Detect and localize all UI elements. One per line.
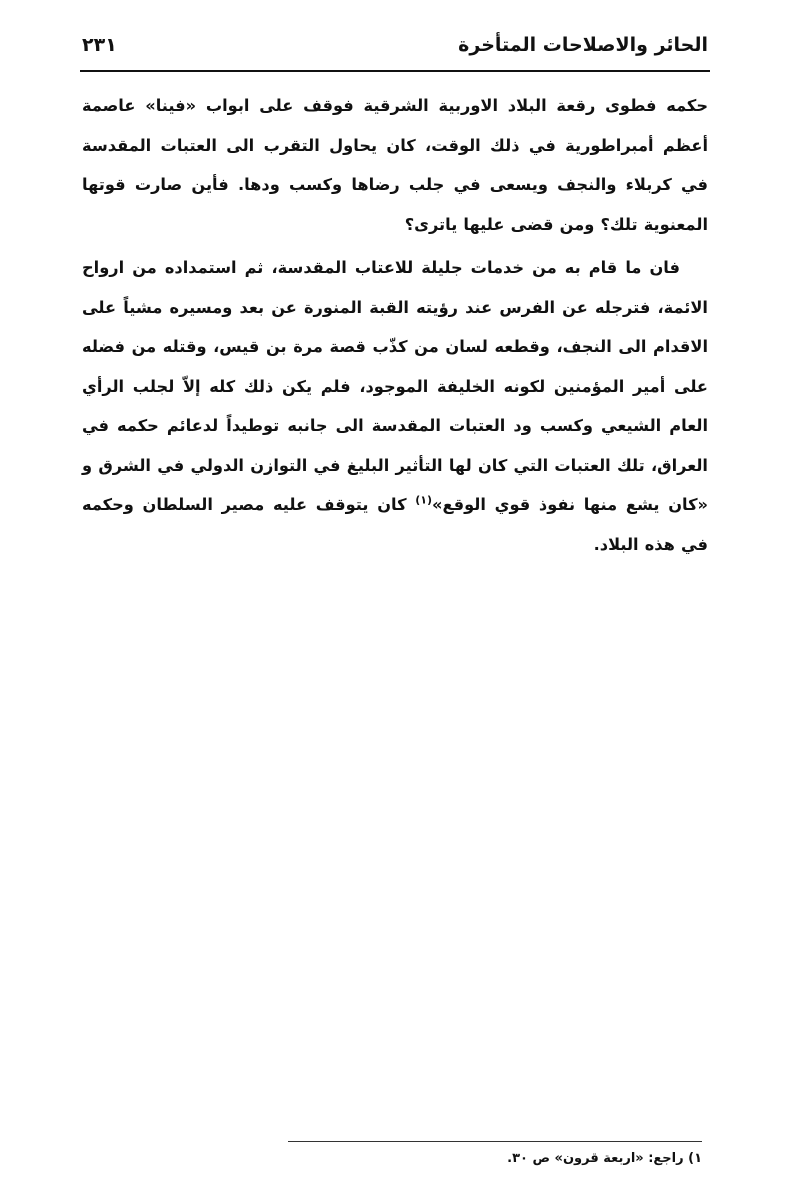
footnote-1: ١) راجع: «اربعة قرون» ص ٣٠.	[507, 1151, 702, 1166]
paragraph-1	[82, 86, 708, 244]
paragraph-2-text-end: كان يتوقف عليه مصير السلطان وحكمه في هذه البلاد.	[82, 495, 708, 554]
body-text	[82, 86, 708, 564]
paragraph-1-text: حكمه فطوى رقعة البلاد الاوربية الشرقية فوقف على ابواب «فينا» عاصمة أعظم أمبراطورية في ذلك الوقت، كان يحاول التقرب الى العتبات المقدسة في كربلاء والنجف ويسعى في جلب رضاها وكسب ودها. فأين صارت قوتها المعنوية تلك؟ ومن قضى عليها ياترى؟	[82, 96, 708, 234]
running-title: الحائر والاصلاحات المتأخرة	[458, 34, 708, 56]
footnote-rule	[288, 1141, 702, 1142]
footnote-reference-1[interactable]: (١)	[415, 493, 432, 507]
paragraph-2	[82, 248, 708, 564]
paragraph-2-text: فان ما قام به من خدمات جليلة للاعتاب المقدسة، ثم استمداده من ارواح الائمة، فترجله عن الفرس عند رؤيته القبة المنورة عن بعد ومسيره مشياً على الاقدام الى النجف، وقطعه لسان من كذّب قصة مرة بن قيس، وقتله من فضله على أمير المؤمنين لكونه الخليفة الموجود، فلم يكن ذلك كله إلاّ لجلب الرأي العام الشيعي وكسب ود العتبات المقدسة الى جانبه توطيداً لدعائم حكمه في العراق، تلك العتبات التي كان لها التأثير البليغ في التوازن الدولي في الشرق و «كان يشع منها نفوذ قوي الوقع»	[82, 258, 708, 514]
header-rule	[80, 70, 710, 72]
page-number: ٢٣١	[82, 34, 117, 56]
